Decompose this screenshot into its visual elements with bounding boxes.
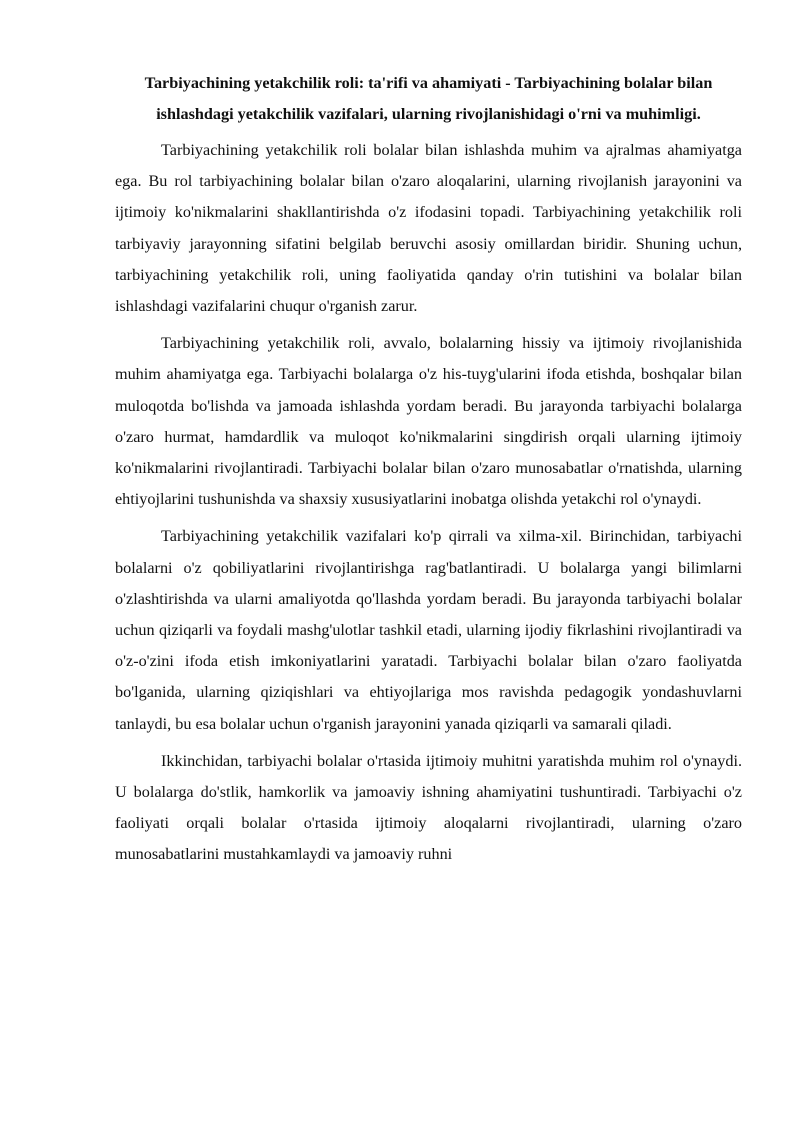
paragraph-3: Tarbiyachining yetakchilik vazifalari ko'p qirrali va xilma-xil. Birinchidan, tarbiyachi bolalarni o'z qobiliyatlarini rivojlantirishga rag'batlantiradi. U bolalarga yangi bilimlarni o'zlashtirishda va ularni amaliyotda qo'llashda yordam beradi. Bu jarayonda tarbiyachi bolalar uchun qiziqarli va foydali mashg'ulotlar tashkil etadi, ularning ijodiy fikrlashini rivojlantiradi va o'z-o'zini ifoda etish imkoniyatlarini yaratadi. Tarbiyachi bolalar bilan o'zaro faoliyatda bo'lganida, ularning qiziqishlari va ehtiyojlariga mos ravishda pedagogik yondashuvlarni tanlaydi, bu esa bolalar uchun o'rganish jarayonini yanada qiziqarli va samarali qiladi. [115,527,742,733]
document-title: Tarbiyachining yetakchilik roli: ta'rifi va ahamiyati - Tarbiyachining bolalar bilan ishlashdagi yetakchilik vazifalari, ularning rivojlanishidagi o'rni va muhimligi. [144,74,713,123]
paragraph-1: Tarbiyachining yetakchilik roli bolalar bilan ishlashda muhim va ajralmas ahamiyatga ega. Bu rol tarbiyachining bolalar bilan o'zaro aloqalarini, ularning rivojlanish jarayonini va ijtimoiy ko'nikmalarini shakllantirishda o'z ifodasini topadi. Tarbiyachining yetakchilik roli tarbiyaviy jarayonning sifatini belgilab beruvchi asosiy omillardan biridir. Shuning uchun, tarbiyachining yetakchilik roli, uning faoliyatida qanday o'rin tutishini va bolalar bilan ishlashdagi vazifalarini chuqur o'rganish zarur. [115,141,742,316]
paragraph-4: Ikkinchidan, tarbiyachi bolalar o'rtasida ijtimoiy muhitni yaratishda muhim rol o'ynaydi. U bolalarga do'stlik, hamkorlik va jamoaviy ishning ahamiyatini tushuntiradi. Tarbiyachi o'z faoliyati orqali bolalar o'rtasida ijtimoiy aloqalarni rivojlantiradi, ularning o'zaro munosabatlarini mustahkamlaydi va jamoaviy ruhni [115,751,742,864]
paragraph-2: Tarbiyachining yetakchilik roli, avvalo, bolalarning hissiy va ijtimoiy rivojlanishida muhim ahamiyatga ega. Tarbiyachi bolalarga o'z his-tuyg'ularini ifoda etishda, boshqalar bilan muloqotda bo'lishda va jamoada ishlashda yordam beradi. Bu jarayonda tarbiyachi bolalarga o'zaro hurmat, hamdardlik va muloqot ko'nikmalarini singdirish orqali ularning ijtimoiy ko'nikmalarini rivojlantiradi. Tarbiyachi bolalar bilan o'zaro munosabatlar o'rnatishda, ularning ehtiyojlarini tushunishda va shaxsiy xususiyatlarini inobatga olishda yetakchi rol o'ynaydi. [115,334,742,509]
